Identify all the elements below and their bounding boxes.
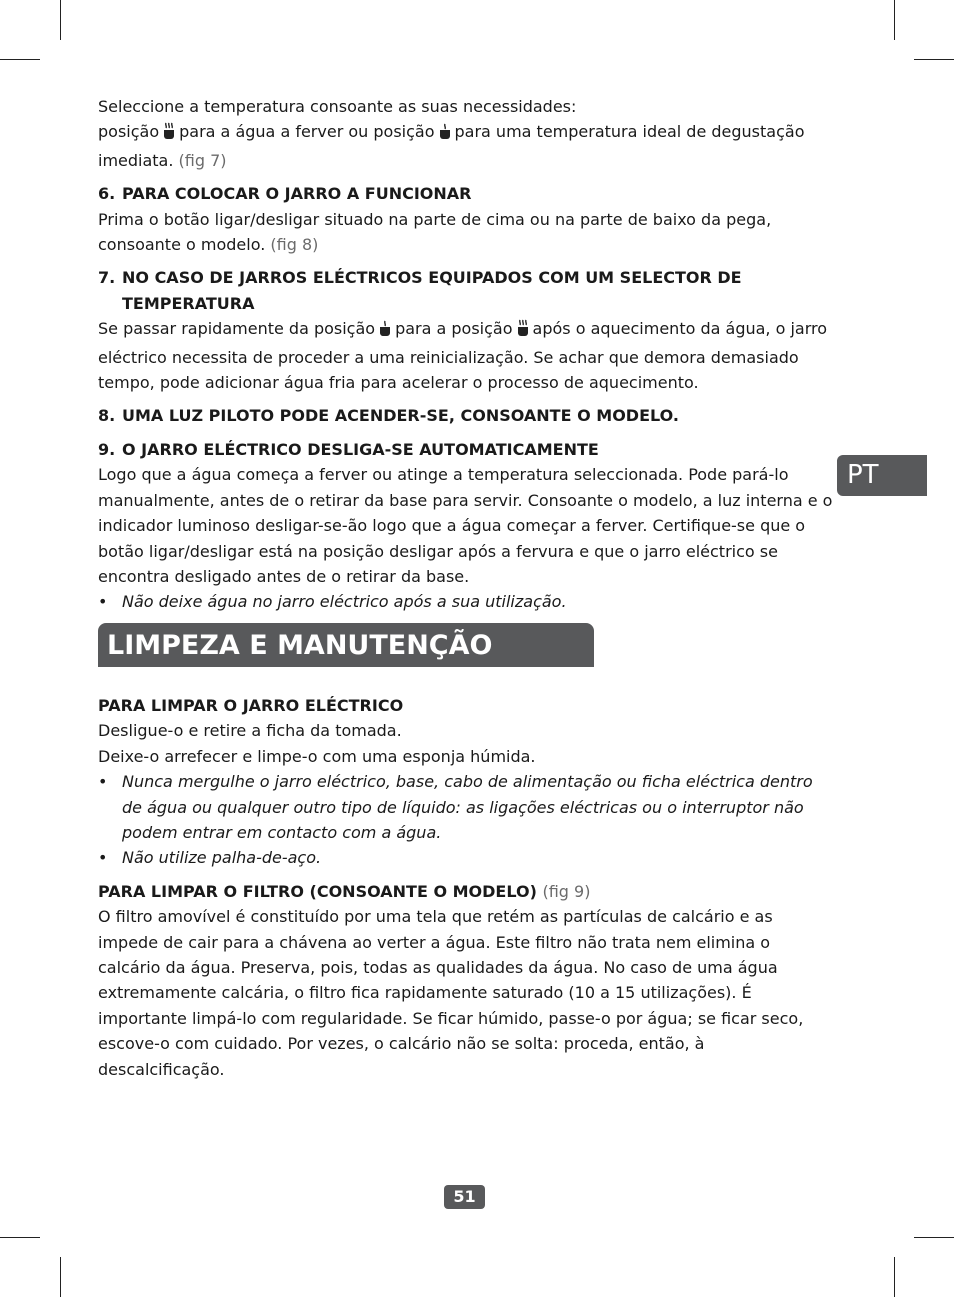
- page-number: 51: [444, 1185, 485, 1209]
- crop-mark: [914, 1237, 954, 1238]
- figure-reference: (fig 8): [270, 235, 319, 255]
- section-heading: 9. O JARRO ELÉCTRICO DESLIGA-SE AUTOMATICAMENTE: [98, 439, 599, 459]
- crop-mark: [0, 1237, 40, 1238]
- figure-reference: (fig 9): [542, 881, 591, 901]
- subsection-heading: PARA LIMPAR O FILTRO (CONSOANTE O MODELO) (fig 9): [98, 881, 591, 901]
- crop-mark: [60, 0, 61, 40]
- instructions-block: [98, 94, 833, 615]
- crop-mark: [0, 59, 40, 60]
- section-body: Se passar rapidamente da posição para a posição após o aquecimento da água, o jarro eléctrico necessita de proceder a uma reinicialização. Se achar que demora demasiado tempo, pode adicionar água fria para acelerar o processo de aquecimento.: [98, 319, 828, 393]
- intro-line: imediata. (fig 7): [98, 150, 227, 170]
- crop-mark: [894, 0, 895, 40]
- cup-icon: [438, 122, 452, 147]
- steaming-cup-icon: [162, 122, 176, 147]
- section-title-bar: LIMPEZA E MANUTENÇÃO: [98, 623, 594, 667]
- cup-icon: [378, 319, 392, 344]
- intro-line: posição para a água a ferver ou posição para uma temperatura ideal de degustação: [98, 119, 833, 147]
- subsection-heading: PARA LIMPAR O JARRO ELÉCTRICO: [98, 696, 404, 715]
- section-body: Prima o botão ligar/desligar situado na parte de cima ou na parte de baixo da pega, consoante o modelo. (fig 8): [98, 209, 772, 255]
- steaming-cup-icon: [516, 319, 530, 344]
- section-body: O filtro amovível é constituído por uma tela que retém as partículas de calcário e as impede de cair para a chávena ao verter a água. Este filtro não trata nem elimina o calcário da água. Preserva, pois, todas as qualidades da água. No caso de uma água extremamente calcária, o filtro fica rapidamente saturado (10 a 15 utilizações). É importante limpá-lo com regularidade. Se ficar húmido, passe-o por água; se ficar seco, escove-o com cuidado. Por vezes, o calcário não se solta: proceda, então, à descalcificação.: [98, 907, 804, 1079]
- cleaning-block: [98, 685, 833, 1082]
- crop-mark: [60, 1257, 61, 1297]
- list-item: • Não deixe água no jarro eléctrico após a sua utilização.: [98, 592, 567, 612]
- body-line: Deixe-o arrefecer e limpe-o com uma esponja húmida.: [98, 746, 536, 766]
- intro-line: Seleccione a temperatura consoante as suas necessidades:: [98, 97, 577, 116]
- list-item: • Não utilize palha-de-aço.: [98, 848, 322, 868]
- list-item: • Nunca mergulhe o jarro eléctrico, base, cabo de alimentação ou ficha eléctrica dentro de água ou qualquer outro tipo de líquido: as ligações eléctricas ou o interruptor não podem entrar em contacto com a água.: [98, 772, 813, 843]
- language-tab: PT: [837, 455, 927, 496]
- crop-mark: [914, 59, 954, 60]
- section-heading: 7. NO CASO DE JARROS ELÉCTRICOS EQUIPADOS COM UM SELECTOR DE TEMPERATURA: [98, 268, 742, 313]
- section-heading: 6. PARA COLOCAR O JARRO A FUNCIONAR: [98, 184, 472, 204]
- figure-reference: (fig 7): [178, 150, 227, 170]
- section-heading: 8. UMA LUZ PILOTO PODE ACENDER-SE, CONSOANTE O MODELO.: [98, 406, 679, 426]
- section-body: Logo que a água começa a ferver ou atinge a temperatura seleccionada. Pode pará-lo manualmente, antes de o retirar da base para servir. Consoante o modelo, a luz interna e o indicador luminoso desligar-se-ão logo que a água começar a ferver. Certifique-se que o botão ligar/desligar está na posição desligar após a fervura e que o jarro eléctrico se encontra desligado antes de o retirar da base.: [98, 465, 833, 586]
- crop-mark: [894, 1257, 895, 1297]
- body-line: Desligue-o e retire a ficha da tomada.: [98, 721, 402, 741]
